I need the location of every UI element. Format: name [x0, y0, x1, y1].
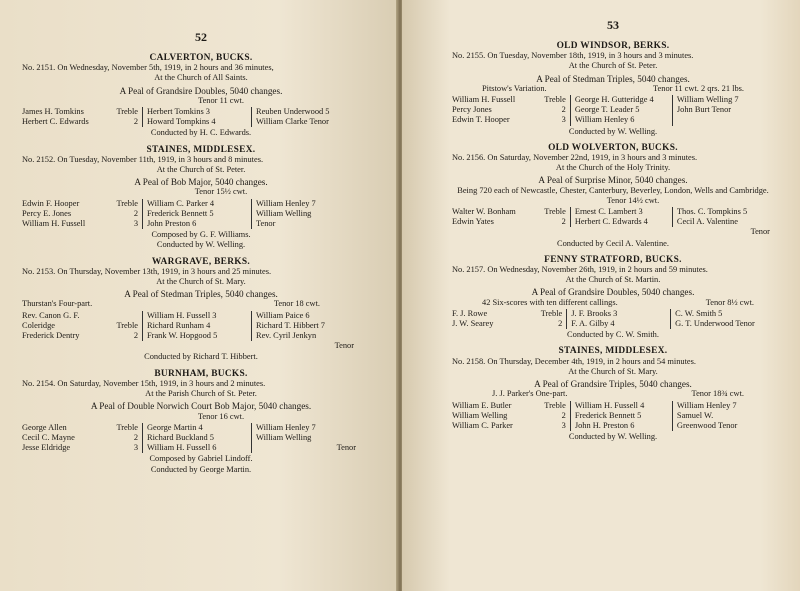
church-name: At the Church of St. Martin.	[565, 275, 661, 285]
peal-note: Being 720 each of Newcastle, Chester, Canterbury, Beverley, London, Wells and Cambridge.	[457, 185, 769, 195]
ringer-cell: William Welling	[256, 208, 312, 218]
ringers-table	[452, 309, 774, 329]
composition-name: Thurstan's Four-part.	[22, 299, 93, 309]
peal-record	[22, 145, 380, 251]
ringer-cell: Richard Buckland 5	[143, 433, 252, 443]
bell-cell: 2	[104, 209, 143, 219]
conducted-by: Conducted by W. Welling.	[156, 240, 246, 250]
ringer-cell: Tenor	[336, 443, 356, 453]
peal-title: STAINES, MIDDLESEX.	[558, 346, 668, 357]
bell-cell: 3	[534, 115, 571, 125]
conducted-by: Conducted by Richard T. Hibbert.	[144, 352, 258, 362]
ringer-cell: William Henley 7	[256, 422, 316, 432]
ringer-cell: Howard Tompkins 4	[143, 117, 252, 127]
ringer-cell: Frederick Bennett 5	[571, 411, 673, 421]
peal-title: STAINES, MIDDLESEX.	[146, 144, 256, 155]
peal-title: WARGRAVE, BERKS.	[151, 256, 251, 267]
peal-method: A Peal of Bob Major, 5040 changes.	[134, 177, 268, 188]
ringer-row	[22, 219, 380, 229]
ringer-cell: Herbert C. Edwards	[22, 117, 89, 127]
ringer-cell: Frederick Bennett 5	[143, 209, 252, 219]
ringer-cell: Jesse Eldridge	[22, 443, 71, 453]
bell-cell	[104, 341, 142, 351]
ringer-cell: William H. Fussell	[452, 95, 516, 105]
ringer-cell: Cecil A. Valentine	[676, 217, 738, 227]
bell-cell	[104, 311, 143, 321]
ringers-table	[452, 95, 774, 126]
ringer-row	[22, 321, 380, 331]
ringer-cell: William C. Parker 4	[143, 199, 252, 209]
ringer-cell: Richard T. Hibbert 7	[256, 320, 325, 330]
ringer-cell: William Paice 6	[256, 310, 310, 320]
bell-cell: 2	[104, 331, 143, 341]
ringer-cell: John Burt Tenor	[676, 105, 732, 115]
ringer-cell	[673, 115, 774, 125]
ringer-cell: William Henley 7	[676, 400, 737, 410]
peal-method: A Peal of Stedman Triples, 5040 changes.	[124, 289, 278, 300]
ringers-table	[452, 401, 774, 432]
ringer-cell: George H. Gutteridge 4	[571, 95, 673, 105]
ringer-row	[452, 227, 774, 237]
ringer-cell: William E. Butler	[452, 400, 512, 410]
ringer-cell: James H. Tomkins	[22, 107, 84, 117]
ringer-cell: Samuel W.	[676, 410, 714, 420]
peal-method: A Peal of Surprise Minor, 5040 changes.	[538, 175, 688, 186]
ringer-row	[452, 115, 774, 125]
ringer-row	[452, 309, 774, 319]
peal-info: No. 2156. On Saturday, November 22nd, 1919, in 3 hours and 3 minutes.	[452, 153, 698, 163]
ringer-cell: Rev. Canon G. F.	[22, 310, 80, 320]
ringer-cell: Edwin T. Hooper	[452, 115, 510, 125]
peal-method: A Peal of Grandsire Triples, 5040 changes.	[534, 379, 692, 390]
ringer-row	[22, 433, 380, 443]
conducted-by: Conducted by W. Welling.	[568, 126, 658, 136]
composition-line	[452, 84, 774, 94]
peal-info: No. 2158. On Thursday, December 4th, 1919, in 2 hours and 54 minutes.	[452, 356, 697, 366]
ringer-row	[452, 105, 774, 115]
tenor-weight: Tenor 14½ cwt.	[606, 195, 660, 205]
ringer-cell: George T. Leader 5	[571, 105, 673, 115]
peal-method: A Peal of Stedman Triples, 5040 changes.	[536, 73, 690, 84]
composed-by: Composed by G. F. Williams.	[151, 230, 251, 240]
church-name: At the Church of the Holy Trinity.	[555, 163, 671, 173]
ringer-cell: Cecil C. Mayne	[22, 432, 75, 442]
ringer-cell: Frederick Dentry	[22, 331, 80, 341]
ringer-cell: J. F. Brooks 3	[567, 309, 671, 319]
ringer-cell: Tenor	[256, 219, 276, 229]
bell-cell: Treble	[530, 309, 567, 319]
conducted-by: Conducted by George Martin.	[150, 464, 252, 474]
ringer-cell: C. W. Smith 5	[675, 308, 723, 318]
ringer-cell: Rev. Cyril Jenkyn	[256, 331, 317, 341]
ringer-row	[22, 331, 380, 341]
peal-info: No. 2153. On Thursday, November 13th, 1919, in 3 hours and 25 minutes.	[22, 266, 272, 276]
ringer-row	[22, 423, 380, 433]
ringer-cell	[142, 341, 250, 351]
peal-record	[452, 41, 774, 137]
ringer-cell: William Clarke Tenor	[256, 117, 329, 127]
ringer-row	[452, 95, 774, 105]
ringer-cell: Reuben Underwood 5	[256, 107, 330, 117]
ringer-row	[22, 311, 380, 321]
tenor-weight: Tenor 18 cwt.	[273, 299, 320, 309]
peal-title: CALVERTON, BUCKS.	[149, 53, 253, 63]
composed-by: Composed by Gabriel Lindoff.	[149, 454, 253, 464]
ringer-cell: Ernest C. Lambert 3	[571, 207, 673, 217]
bell-cell	[535, 227, 571, 237]
ringer-row	[452, 319, 774, 329]
ringer-cell: Coleridge	[22, 320, 56, 330]
ringer-cell: F. J. Rowe	[452, 308, 488, 318]
bell-cell: 2	[534, 217, 571, 227]
ringer-row	[22, 209, 380, 219]
ringer-cell: J. W. Searey	[452, 319, 494, 329]
church-name: At the Church of St. Peter.	[568, 61, 658, 71]
ringer-cell: Herbert Tomkins 3	[143, 107, 252, 117]
conducted-by: Conducted by W. Welling.	[568, 432, 658, 442]
composition-line	[22, 299, 380, 309]
ringer-cell: William Welling	[452, 410, 508, 420]
ringer-row	[452, 207, 774, 217]
church-name: At the Parish Church of St. Peter.	[145, 389, 257, 399]
right-page	[402, 0, 800, 591]
peal-info: No. 2155. On Tuesday, November 18th, 1919, in 3 hours and 3 minutes.	[452, 51, 694, 61]
ringer-cell: F. A. Gilby 4	[567, 319, 671, 329]
bell-cell: Treble	[104, 199, 143, 209]
composition-name: Pitstow's Variation.	[482, 83, 547, 93]
ringers-table	[22, 199, 380, 230]
ringer-row	[22, 199, 380, 209]
ringers-table	[452, 207, 774, 238]
peal-record	[452, 255, 774, 341]
ringer-row	[452, 401, 774, 411]
peal-record	[22, 53, 380, 139]
peal-method: A Peal of Grandsire Doubles, 5040 changes.	[531, 287, 695, 298]
ringer-cell	[571, 227, 673, 237]
conducted-by: Conducted by C. W. Smith.	[567, 330, 659, 340]
peal-method: A Peal of Grandsire Doubles, 5040 changes.	[119, 85, 283, 96]
tenor-weight: Tenor 11 cwt. 2 qrs. 21 lbs.	[653, 83, 744, 93]
ringer-cell: William H. Fussell 6	[143, 443, 252, 453]
ringer-cell: William Welling 7	[676, 95, 739, 105]
ringer-cell: George Martin 4	[143, 423, 252, 433]
bell-cell: Treble	[534, 401, 571, 411]
page-number: 52	[195, 30, 207, 44]
ringer-cell: Herbert C. Edwards 4	[571, 217, 673, 227]
ringer-cell: Greenwood Tenor	[676, 420, 738, 430]
tenor-weight: Tenor 8½ cwt.	[705, 297, 754, 307]
ringer-row	[22, 341, 380, 351]
ringer-cell: Tenor	[334, 341, 354, 351]
ringers-table	[22, 311, 380, 352]
bell-cell: 3	[104, 443, 143, 453]
bell-cell: 2	[104, 117, 143, 127]
peal-info: No. 2151. On Wednesday, November 5th, 1919, in 2 hours and 36 minutes,	[22, 63, 274, 73]
composition-line	[452, 389, 774, 399]
left-page	[0, 0, 398, 591]
ringer-row	[452, 217, 774, 227]
ringer-cell: Edwin F. Hooper	[22, 198, 80, 208]
bell-cell: Treble	[104, 321, 143, 331]
ringer-cell: Edwin Yates	[452, 217, 494, 227]
ringers-table	[22, 107, 380, 127]
bell-cell: 2	[104, 433, 143, 443]
ringer-cell: William Henley 7	[256, 198, 316, 208]
bell-cell: Treble	[104, 107, 143, 117]
ringer-cell	[452, 227, 535, 237]
bell-cell: Treble	[534, 207, 571, 217]
bell-cell: 2	[534, 105, 571, 115]
bell-cell: 3	[534, 421, 571, 431]
ringer-cell: G. T. Underwood Tenor	[675, 319, 755, 329]
church-name: At the Church of St. Peter.	[156, 165, 246, 175]
ringer-cell: John Preston 6	[143, 219, 252, 229]
peal-info: No. 2157. On Wednesday, November 26th, 1919, in 2 hours and 59 minutes.	[452, 265, 708, 275]
ringer-cell: Walter W. Bonham	[452, 207, 516, 217]
ringer-cell: William Welling	[256, 432, 312, 442]
bell-cell: Treble	[104, 423, 143, 433]
composition-name: J. J. Parker's One-part.	[492, 389, 568, 399]
ringer-cell: George Allen	[22, 422, 67, 432]
bell-cell: 3	[104, 219, 143, 229]
tenor-weight: Tenor 11 cwt.	[198, 95, 244, 105]
ringer-row	[22, 443, 380, 453]
bell-cell: 2	[530, 319, 567, 329]
peal-note: 42 Six-scores with ten different callings.	[482, 297, 618, 307]
ringer-cell: William Henley 6	[571, 115, 673, 125]
ringer-cell: John H. Preston 6	[571, 421, 673, 431]
ringer-cell	[22, 341, 104, 351]
peal-info: No. 2152. On Tuesday, November 11th, 1919, in 3 hours and 8 minutes.	[22, 154, 264, 164]
ringer-cell: William H. Fussell 4	[571, 401, 673, 411]
ringer-row	[22, 107, 380, 117]
peal-title: BURNHAM, BUCKS.	[154, 368, 248, 379]
conducted-by: Conducted by H. C. Edwards.	[150, 128, 252, 138]
tenor-weight: Tenor 16 cwt.	[197, 411, 245, 421]
ringer-cell: Percy E. Jones	[22, 208, 72, 218]
church-name: At the Church of All Saints.	[154, 73, 248, 83]
ringer-cell: William H. Fussell 3	[143, 311, 252, 321]
peal-record	[452, 143, 774, 249]
peal-title: FENNY STRATFORD, BUCKS.	[544, 254, 682, 265]
page-number: 53	[607, 18, 619, 32]
composition-line	[452, 298, 774, 308]
tenor-weight: Tenor 15½ cwt.	[194, 187, 248, 197]
church-name: At the Church of St. Mary.	[568, 366, 658, 376]
conducted-by: Conducted by Cecil A. Valentine.	[557, 238, 669, 248]
tenor-weight: Tenor 18¾ cwt.	[691, 389, 744, 399]
peal-method: A Peal of Double Norwich Court Bob Major, 5040 changes.	[90, 401, 312, 412]
bell-cell: Treble	[534, 95, 571, 105]
ringer-cell: William H. Fussell	[22, 219, 86, 229]
ringer-cell: Frank W. Hopgood 5	[143, 331, 252, 341]
peal-record	[22, 369, 380, 475]
bell-cell: 2	[534, 411, 571, 421]
church-name: At the Church of St. Mary.	[156, 277, 246, 287]
peal-record	[22, 257, 380, 363]
ringer-row	[452, 421, 774, 431]
peal-record	[452, 346, 774, 442]
peal-title: OLD WINDSOR, BERKS.	[556, 41, 670, 51]
ringers-table	[22, 423, 380, 454]
ringer-cell: Percy Jones	[452, 105, 492, 115]
ringer-row	[452, 411, 774, 421]
ringer-cell: Tenor	[750, 227, 770, 237]
ringer-cell: Richard Runham 4	[143, 321, 252, 331]
peal-info: No. 2154. On Saturday, November 15th, 1919, in 3 hours and 2 minutes.	[22, 378, 266, 388]
ringer-cell: William C. Parker	[452, 420, 513, 430]
ringer-cell: Thos. C. Tompkins 5	[676, 207, 748, 217]
ringer-row	[22, 117, 380, 127]
peal-title: OLD WOLVERTON, BUCKS.	[548, 142, 678, 153]
